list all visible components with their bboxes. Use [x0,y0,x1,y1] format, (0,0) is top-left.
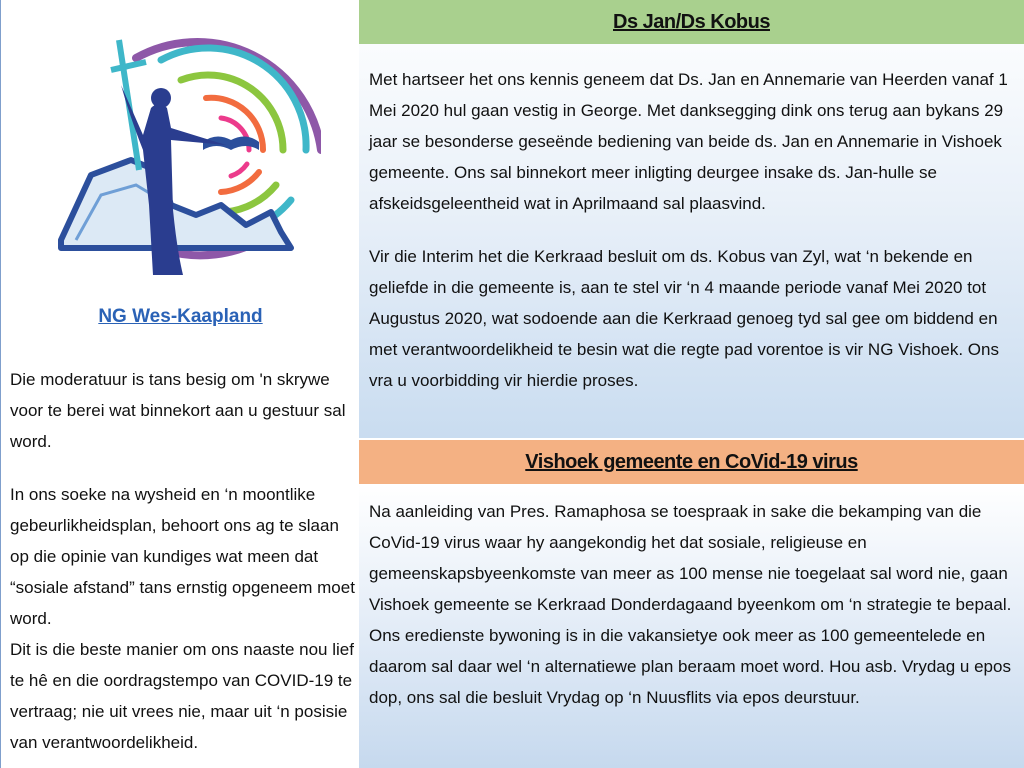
section1-body [369,64,1019,396]
section1-paragraph: Vir die Interim het die Kerkraad besluit om ds. Kobus van Zyl, wat ‘n bekende en geliefde in die gemeente is, aan te stel vir ‘n 4 maande periode vanaf Mei 2020 tot Augustus 2020, wat sodoende aan die Kerkraad genoeg tyd sal gee om biddend en met verantwoordelikheid te besin wat die regte pad vorentoe is vir NG Vishoek. Ons vra u voorbidding vir hierdie proses. [369,247,999,390]
sidebar-paragraph: Die moderatuur is tans besig om 'n skrywe voor te berei wat binnekort aan u gestuur sal word. [10,370,346,451]
section1-paragraph: Met hartseer het ons kennis geneem dat Ds. Jan en Annemarie van Heerden vanaf 1 Mei 2020 hul gaan vestig in George. Met danksegging dink ons terug aan bykans 29 jaar se besonderse geseënde bediening van beide ds. Jan en Annemarie in Vishoek gemeente. Ons sal binnekort meer inligting deurgee insake ds. Jan-hulle se afskeidsgeleentheid wat in Aprilmaand sal plaasvind. [369,70,1008,213]
section1-title: Ds Jan/Ds Kobus [613,10,770,33]
sidebar-paragraph: In ons soeke na wysheid en ‘n moontlike gebeurlikheidsplan, behoort ons ag te slaan op die opinie van kundiges wat meen dat “sosiale afstand” tans ernstig opgeneem moet word. [10,485,355,628]
section2-header [359,440,1024,484]
sidebar-paragraph: Dit is die beste manier om ons naaste nou lief te hê en die oordragstempo van COVID-19 te vertraag; nie uit vrees nie, maar uit ‘n posisie van verantwoordelikheid. [10,640,354,752]
main-content [359,0,1024,768]
section1-header [359,0,1024,44]
section2-body [369,496,1019,713]
logo-caption[interactable]: NG Wes-Kaapland [98,306,263,327]
church-logo-icon [21,0,321,300]
sidebar [0,0,359,768]
sidebar-text [10,364,355,758]
section2-paragraph: Na aanleiding van Pres. Ramaphosa se toespraak in sake die bekamping van die CoVid-19 virus waar hy aangekondig het dat sosiale, religieuse en gemeenskapsbyeenkomste van meer as 100 mense nie toegelaat sal word nie, gaan Vishoek gemeente se Kerkraad Donderdagaand byeenkom om ‘n strategie te bepaal. Ons eredienste bywoning is in die vakansietye ook meer as 100 gemeentelede en daarom sal daar wel ‘n alternatiewe plan beraam moet word. Hou asb. Vrydag u epos dop, ons sal die besluit Vrydag op ‘n Nuusflits via epos deurstuur. [369,502,1012,707]
section2-title: Vishoek gemeente en CoVid-19 virus [525,450,858,473]
